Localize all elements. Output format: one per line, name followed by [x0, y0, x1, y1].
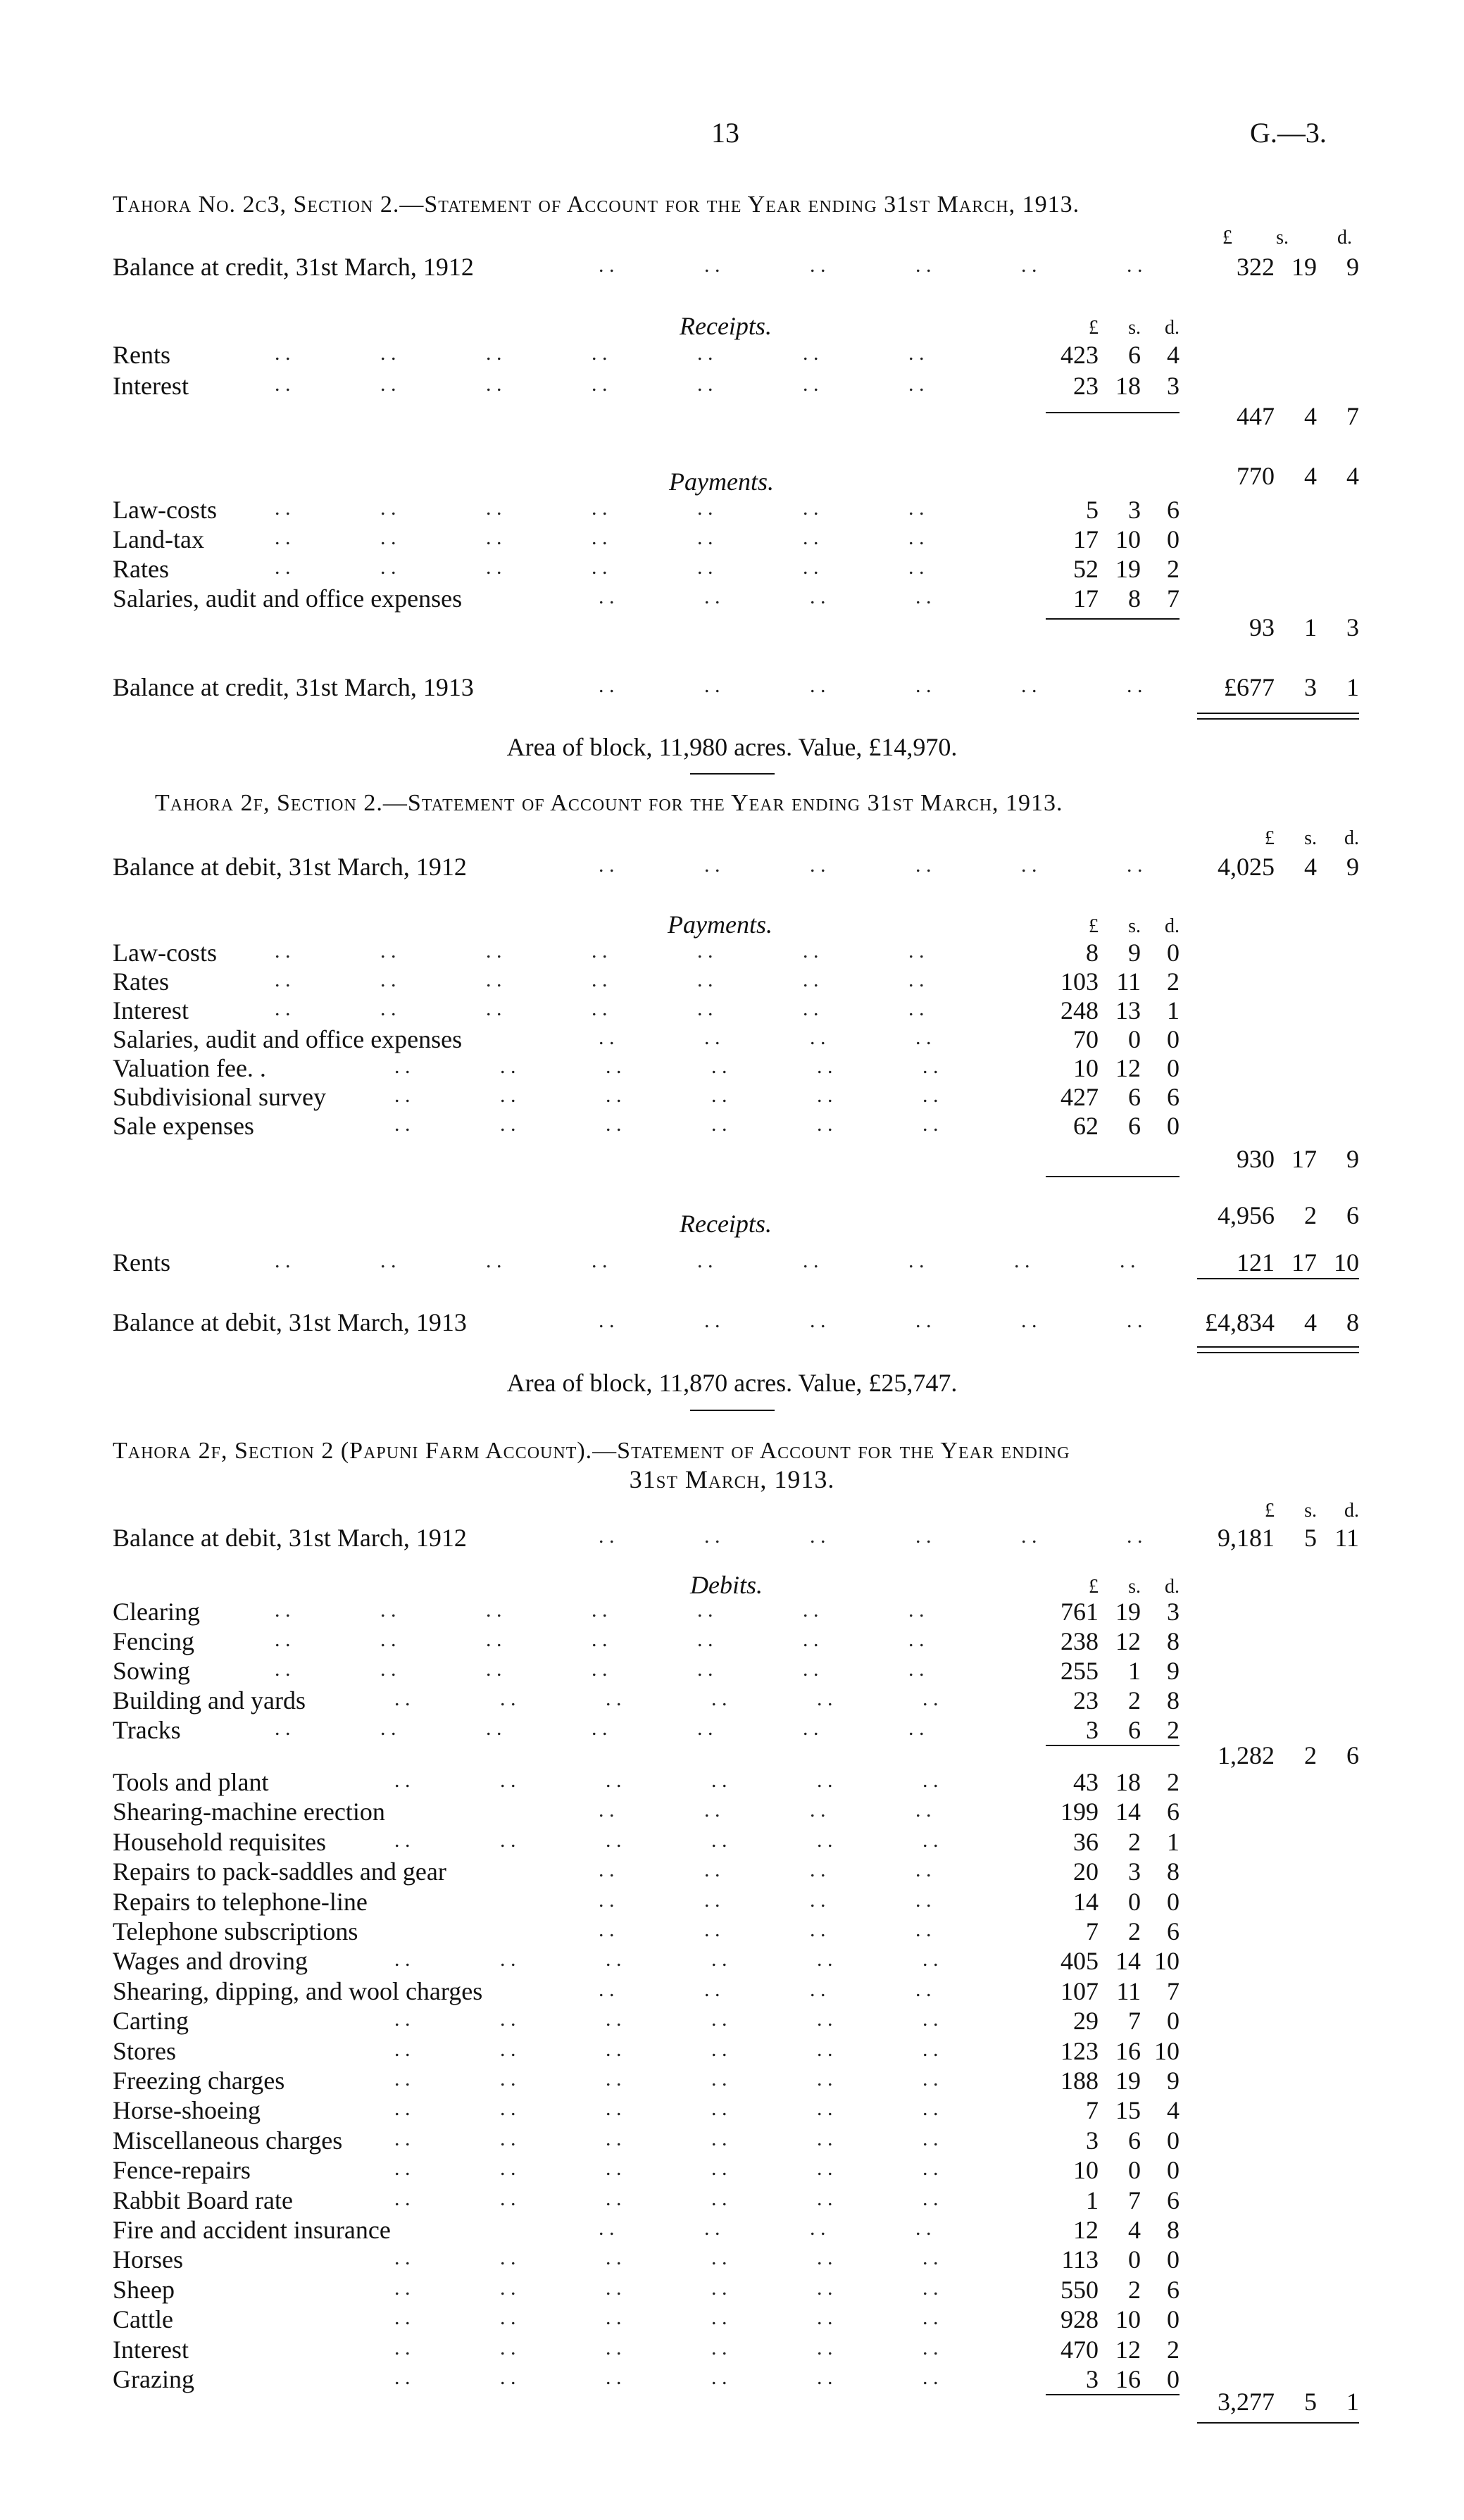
s3-total-rule	[1197, 2422, 1359, 2424]
page-number: 13	[711, 117, 739, 149]
s2-payment-4-pence: 0	[1167, 1054, 1180, 1082]
s3-debit-b16-shillings: 0	[1128, 2245, 1141, 2274]
s2-opening-pence: 9	[1346, 853, 1359, 881]
s3-debit-a2-pence: 9	[1167, 1657, 1180, 1685]
s2-opening-label: Balance at debit, 31st March, 1912	[113, 853, 467, 881]
s3-outer-head-s: s.	[1304, 1500, 1317, 1522]
s1-opening-label: Balance at credit, 31st March, 1912	[113, 253, 474, 281]
s3-debit-a1-pence: 8	[1167, 1627, 1180, 1655]
s3-inner-head-d: d.	[1165, 1576, 1180, 1598]
s2-opening-shillings: 4	[1304, 853, 1317, 881]
s1-payment-1-pence: 0	[1167, 525, 1180, 553]
s3-debit-b5-label: Telephone subscriptions	[113, 1917, 358, 1945]
s3-debit-b12-pounds: 3	[1086, 2126, 1099, 2155]
s2-payment-1-pounds: 103	[1061, 967, 1099, 996]
s3-group1-total-pence: 6	[1346, 1741, 1359, 1769]
s2-receipt-rents-label: Rents	[113, 1248, 171, 1277]
s2-payments-heading: Payments.	[668, 910, 772, 939]
s3-debit-b8-label: Carting	[113, 2007, 189, 2035]
s2-subtotal-pence: 6	[1346, 1201, 1359, 1229]
s1-payment-0-pence: 6	[1167, 496, 1180, 524]
s1-subtotal-pence: 4	[1346, 462, 1359, 490]
s1-area-value: Area of block, 11,980 acres. Value, £14,970.	[506, 733, 958, 761]
s1-receipt-interest-label: Interest	[113, 372, 189, 400]
s3-debit-a0-label: Clearing	[113, 1598, 200, 1626]
s2-payment-2-label: Interest	[113, 996, 189, 1024]
s2-inner-head-s: s.	[1128, 915, 1141, 937]
s3-debit-b4-pence: 0	[1167, 1888, 1180, 1916]
s3-debit-b7-label: Shearing, dipping, and wool charges	[113, 1977, 483, 2005]
s1-separator	[690, 773, 775, 775]
s2-payment-6-shillings: 6	[1128, 1112, 1141, 1140]
s3-debit-b15-pence: 8	[1167, 2216, 1180, 2244]
s1-receipts-rule	[1046, 412, 1180, 413]
s1-payment-2-shillings: 19	[1115, 555, 1141, 583]
s2-opening-pounds: 4,025	[1218, 853, 1275, 881]
s3-group2-total-pounds: 3,277	[1218, 2388, 1275, 2416]
s3-debit-a1-pounds: 238	[1061, 1627, 1099, 1655]
s2-subtotal-shillings: 2	[1304, 1201, 1317, 1229]
s3-debit-b5-pounds: 7	[1086, 1917, 1099, 1945]
s1-payment-0-shillings: 3	[1128, 496, 1141, 524]
s3-debit-b16-label: Horses	[113, 2245, 183, 2274]
s1-receipts-total-pence: 7	[1346, 402, 1359, 430]
s3-debit-b15-label: Fire and accident insurance	[113, 2216, 391, 2244]
s3-debit-b17-pence: 6	[1167, 2276, 1180, 2304]
section-1-title: Tahora No. 2c3, Section 2.—Statement of Account for the Year ending 31st March, 1913.	[113, 192, 1080, 218]
s3-debit-b19-label: Interest	[113, 2336, 189, 2364]
s2-payments-total-shillings: 17	[1291, 1145, 1317, 1173]
s1-payment-0-label: Law-costs	[113, 496, 217, 524]
s3-debit-b1-pounds: 199	[1061, 1798, 1099, 1826]
s2-payment-4-shillings: 12	[1115, 1054, 1141, 1082]
s3-debit-a3-shillings: 2	[1128, 1686, 1141, 1715]
s3-debit-a0-pounds: 761	[1061, 1598, 1099, 1626]
s3-debit-b8-pence: 0	[1167, 2007, 1180, 2035]
s3-debit-a3-pounds: 23	[1073, 1686, 1099, 1715]
s3-debit-b11-shillings: 15	[1115, 2096, 1141, 2124]
s3-debit-b3-shillings: 3	[1128, 1857, 1141, 1886]
s3-debit-b7-pounds: 107	[1061, 1977, 1099, 2005]
s1-subtotal-shillings: 4	[1304, 462, 1317, 490]
s3-debit-b17-pounds: 550	[1061, 2276, 1099, 2304]
s1-payment-3-label: Salaries, audit and office expenses	[113, 584, 463, 613]
s3-debit-b1-pence: 6	[1167, 1798, 1180, 1826]
s1-double-rule-a	[1197, 713, 1359, 714]
s2-payment-6-pence: 0	[1167, 1112, 1180, 1140]
s1-payment-1-pounds: 17	[1073, 525, 1099, 553]
s3-debit-a0-pence: 3	[1167, 1598, 1180, 1626]
s2-payment-1-label: Rates	[113, 967, 169, 996]
s3-debit-b5-pence: 6	[1167, 1917, 1180, 1945]
s3-debit-b11-label: Horse-shoeing	[113, 2096, 261, 2124]
s3-debit-b0-label: Tools and plant	[113, 1768, 269, 1796]
s2-payment-2-shillings: 13	[1115, 996, 1141, 1024]
s3-debit-b4-pounds: 14	[1073, 1888, 1099, 1916]
s1-opening-shillings: 19	[1291, 253, 1317, 281]
s2-payment-0-pounds: 8	[1086, 939, 1099, 967]
s1-opening-pounds: 322	[1237, 253, 1275, 281]
s1-payments-total-pence: 3	[1346, 613, 1359, 641]
s3-debit-b7-shillings: 11	[1116, 1977, 1141, 2005]
s3-debit-b15-shillings: 4	[1128, 2216, 1141, 2244]
s3-opening-pounds: 9,181	[1218, 1524, 1275, 1552]
s3-debit-b10-shillings: 19	[1115, 2067, 1141, 2095]
s1-receipts-heading: Receipts.	[680, 312, 772, 340]
s3-debit-b10-label: Freezing charges	[113, 2067, 285, 2095]
s1-payment-2-label: Rates	[113, 555, 169, 583]
s2-payment-1-shillings: 11	[1116, 967, 1141, 996]
s3-debit-b1-shillings: 14	[1115, 1798, 1141, 1826]
s2-inner-head-l: £	[1089, 915, 1099, 937]
s2-area-value: Area of block, 11,870 acres. Value, £25,747.	[506, 1369, 958, 1397]
s3-debit-b13-label: Fence-repairs	[113, 2156, 251, 2184]
s3-debit-b2-pence: 1	[1167, 1828, 1180, 1856]
s3-debit-b14-shillings: 7	[1128, 2186, 1141, 2214]
s3-debit-b6-shillings: 14	[1115, 1947, 1141, 1975]
s3-debit-b19-pounds: 470	[1061, 2336, 1099, 2364]
document-reference: G.—3.	[1250, 117, 1327, 149]
s3-inner-head-s: s.	[1128, 1576, 1141, 1598]
s3-debit-a4-shillings: 6	[1128, 1716, 1141, 1744]
s3-debit-b9-pounds: 123	[1061, 2037, 1099, 2065]
s2-payment-5-pence: 6	[1167, 1083, 1180, 1111]
s3-group2-total-shillings: 5	[1304, 2388, 1317, 2416]
s1-receipt-rents-shillings: 6	[1128, 341, 1141, 369]
s3-opening-shillings: 5	[1304, 1524, 1317, 1552]
s3-debit-b2-shillings: 2	[1128, 1828, 1141, 1856]
s3-debit-b0-shillings: 18	[1115, 1768, 1141, 1796]
s2-receipts-rule	[1197, 1278, 1359, 1279]
s3-debit-b10-pounds: 188	[1061, 2067, 1099, 2095]
s2-payment-2-pounds: 248	[1061, 996, 1099, 1024]
s3-debit-b1-label: Shearing-machine erection	[113, 1798, 385, 1826]
s3-debit-b16-pence: 0	[1167, 2245, 1180, 2274]
s2-payment-4-label: Valuation fee. .	[113, 1054, 266, 1082]
s3-debit-b12-label: Miscellaneous charges	[113, 2126, 343, 2155]
s2-payment-4-pounds: 10	[1073, 1054, 1099, 1082]
s2-payment-2-pence: 1	[1167, 996, 1180, 1024]
s3-debit-b16-pounds: 113	[1061, 2245, 1099, 2274]
s2-receipt-rents-pounds: 121	[1237, 1248, 1275, 1277]
s1-head-pounds: £	[1222, 227, 1232, 249]
s2-payment-6-pounds: 62	[1073, 1112, 1099, 1140]
s3-group2-total-pence: 1	[1346, 2388, 1359, 2416]
s3-debit-b5-shillings: 2	[1128, 1917, 1141, 1945]
s3-debits-heading: Debits.	[690, 1571, 763, 1599]
s3-group1-total-pounds: 1,282	[1218, 1741, 1275, 1769]
s1-closing-pence: 1	[1346, 673, 1359, 701]
s2-payments-total-pounds: 930	[1237, 1145, 1275, 1173]
s3-debit-b20-pence: 0	[1167, 2365, 1180, 2393]
s3-opening-pence: 11	[1334, 1524, 1359, 1552]
s2-payment-5-label: Subdivisional survey	[113, 1083, 326, 1111]
s2-payment-6-label: Sale expenses	[113, 1112, 254, 1140]
s3-group1-rule	[1046, 1745, 1180, 1746]
s1-receipts-total-shillings: 4	[1304, 402, 1317, 430]
s1-payment-1-label: Land-tax	[113, 525, 204, 553]
s1-closing-shillings: 3	[1304, 673, 1317, 701]
s3-debit-a3-label: Building and yards	[113, 1686, 306, 1715]
s3-debit-b18-pence: 0	[1167, 2305, 1180, 2333]
s3-debit-b19-pence: 2	[1167, 2336, 1180, 2364]
s3-debit-b11-pence: 4	[1167, 2096, 1180, 2124]
s1-inner-head-l: £	[1089, 317, 1099, 339]
s1-closing-label: Balance at credit, 31st March, 1913	[113, 673, 474, 701]
s3-debit-b18-pounds: 928	[1061, 2305, 1099, 2333]
s3-debit-b9-label: Stores	[113, 2037, 176, 2065]
s3-debit-b20-shillings: 16	[1115, 2365, 1141, 2393]
s1-double-rule-b	[1197, 718, 1359, 720]
s3-debit-a2-label: Sowing	[113, 1657, 191, 1685]
s1-opening-pence: 9	[1346, 253, 1359, 281]
s3-debit-b3-pence: 8	[1167, 1857, 1180, 1886]
s1-payment-3-shillings: 8	[1128, 584, 1141, 613]
s3-debit-a2-pounds: 255	[1061, 1657, 1099, 1685]
s2-outer-head-l: £	[1265, 827, 1275, 849]
s3-debit-b6-pounds: 405	[1061, 1947, 1099, 1975]
s3-outer-head-l: £	[1265, 1500, 1275, 1522]
s1-receipts-total-pounds: 447	[1237, 402, 1275, 430]
s2-closing-shillings: 4	[1304, 1308, 1317, 1336]
s3-debit-b4-label: Repairs to telephone-line	[113, 1888, 368, 1916]
section-2-title: Tahora 2f, Section 2.—Statement of Account for the Year ending 31st March, 1913.	[155, 790, 1063, 816]
s3-debit-a2-shillings: 1	[1128, 1657, 1141, 1685]
s2-payment-1-pence: 2	[1167, 967, 1180, 996]
s2-payment-0-pence: 0	[1167, 939, 1180, 967]
s3-debit-b2-label: Household requisites	[113, 1828, 326, 1856]
s1-inner-head-d: d.	[1165, 317, 1180, 339]
s1-receipt-interest-shillings: 18	[1115, 372, 1141, 400]
s3-debit-a4-pence: 2	[1167, 1716, 1180, 1744]
s3-debit-b14-label: Rabbit Board rate	[113, 2186, 293, 2214]
s2-payments-total-pence: 9	[1346, 1145, 1359, 1173]
s3-debit-b18-shillings: 10	[1115, 2305, 1141, 2333]
s2-payment-5-shillings: 6	[1128, 1083, 1141, 1111]
s3-debit-b19-shillings: 12	[1115, 2336, 1141, 2364]
s3-debit-a1-label: Fencing	[113, 1627, 194, 1655]
s3-inner-head-l: £	[1089, 1576, 1099, 1598]
s1-payments-total-shillings: 1	[1304, 613, 1317, 641]
s2-double-rule-a	[1197, 1346, 1359, 1348]
s3-debit-a4-pounds: 3	[1086, 1716, 1099, 1744]
s2-payment-5-pounds: 427	[1061, 1083, 1099, 1111]
s3-debit-a1-shillings: 12	[1115, 1627, 1141, 1655]
s3-debit-b20-pounds: 3	[1086, 2365, 1099, 2393]
s3-debit-b8-pounds: 29	[1073, 2007, 1099, 2035]
s3-debit-b4-shillings: 0	[1128, 1888, 1141, 1916]
s3-debit-b10-pence: 9	[1167, 2067, 1180, 2095]
s3-debit-b13-shillings: 0	[1128, 2156, 1141, 2184]
s2-payments-rule	[1046, 1176, 1180, 1177]
s2-outer-head-s: s.	[1304, 827, 1317, 849]
s3-debit-b7-pence: 7	[1167, 1977, 1180, 2005]
s3-debit-b15-pounds: 12	[1073, 2216, 1099, 2244]
s3-debit-b8-shillings: 7	[1128, 2007, 1141, 2035]
s3-debit-b14-pence: 6	[1167, 2186, 1180, 2214]
s3-group2-rule	[1046, 2394, 1180, 2395]
s1-head-shillings: s.	[1276, 227, 1289, 249]
s3-debit-b2-pounds: 36	[1073, 1828, 1099, 1856]
s1-payments-total-pounds: 93	[1249, 613, 1275, 641]
s3-debit-b20-label: Grazing	[113, 2365, 194, 2393]
s1-payment-3-pence: 7	[1167, 584, 1180, 613]
s2-payment-3-label: Salaries, audit and office expenses	[113, 1025, 463, 1053]
s2-receipt-rents-shillings: 17	[1291, 1248, 1317, 1277]
s3-outer-head-d: d.	[1344, 1500, 1359, 1522]
s2-inner-head-d: d.	[1165, 915, 1180, 937]
s3-debit-b14-pounds: 1	[1086, 2186, 1099, 2214]
s3-debit-b6-pence: 10	[1154, 1947, 1180, 1975]
s1-receipt-rents-pounds: 423	[1061, 341, 1099, 369]
s2-receipts-heading: Receipts.	[680, 1210, 772, 1238]
s1-payment-0-pounds: 5	[1086, 496, 1099, 524]
s3-debit-b13-pounds: 10	[1073, 2156, 1099, 2184]
s2-payment-3-pence: 0	[1167, 1025, 1180, 1053]
s1-payment-3-pounds: 17	[1073, 584, 1099, 613]
s3-debit-b17-label: Sheep	[113, 2276, 175, 2304]
s3-debit-a4-label: Tracks	[113, 1716, 181, 1744]
section-3-title-line2: 31st March, 1913.	[629, 1465, 835, 1493]
s1-payment-2-pounds: 52	[1073, 555, 1099, 583]
s3-debit-b11-pounds: 7	[1086, 2096, 1099, 2124]
s1-closing-pounds: £677	[1224, 673, 1275, 701]
s3-debit-b6-label: Wages and droving	[113, 1947, 308, 1975]
s2-payment-3-shillings: 0	[1128, 1025, 1141, 1053]
s3-debit-b12-shillings: 6	[1128, 2126, 1141, 2155]
s3-debit-b3-pounds: 20	[1073, 1857, 1099, 1886]
s2-payment-0-label: Law-costs	[113, 939, 217, 967]
s3-debit-b13-pence: 0	[1167, 2156, 1180, 2184]
s3-debit-a3-pence: 8	[1167, 1686, 1180, 1715]
s3-debit-b0-pounds: 43	[1073, 1768, 1099, 1796]
s1-payment-1-shillings: 10	[1115, 525, 1141, 553]
s3-debit-a0-shillings: 19	[1115, 1598, 1141, 1626]
s2-closing-pounds: £4,834	[1205, 1308, 1275, 1336]
s1-receipt-interest-pounds: 23	[1073, 372, 1099, 400]
s2-subtotal-pounds: 4,956	[1218, 1201, 1275, 1229]
s3-debit-b3-label: Repairs to pack-saddles and gear	[113, 1857, 446, 1886]
s2-payment-3-pounds: 70	[1073, 1025, 1099, 1053]
s1-subtotal-pounds: 770	[1237, 462, 1275, 490]
s2-separator	[690, 1410, 775, 1411]
s3-debit-b9-shillings: 16	[1115, 2037, 1141, 2065]
s1-payment-2-pence: 2	[1167, 555, 1180, 583]
s1-receipt-interest-pence: 3	[1167, 372, 1180, 400]
s3-group1-total-shillings: 2	[1304, 1741, 1317, 1769]
s1-receipt-rents-pence: 4	[1167, 341, 1180, 369]
s1-receipt-rents-label: Rents	[113, 341, 171, 369]
s3-debit-b12-pence: 0	[1167, 2126, 1180, 2155]
s2-receipt-rents-pence: 10	[1334, 1248, 1359, 1277]
s2-double-rule-b	[1197, 1352, 1359, 1353]
s3-debit-b18-label: Cattle	[113, 2305, 173, 2333]
s1-payments-heading: Payments.	[669, 468, 774, 496]
s2-payment-0-shillings: 9	[1128, 939, 1141, 967]
s3-opening-label: Balance at debit, 31st March, 1912	[113, 1524, 467, 1552]
s3-debit-b17-shillings: 2	[1128, 2276, 1141, 2304]
s2-outer-head-d: d.	[1344, 827, 1359, 849]
s1-inner-head-s: s.	[1128, 317, 1141, 339]
section-3-title-line1: Tahora 2f, Section 2 (Papuni Farm Account).—Statement of Account for the Year ending	[113, 1438, 1070, 1464]
s2-closing-label: Balance at debit, 31st March, 1913	[113, 1308, 467, 1336]
s1-payments-rule	[1046, 618, 1180, 620]
s3-debit-b9-pence: 10	[1154, 2037, 1180, 2065]
s2-closing-pence: 8	[1346, 1308, 1359, 1336]
s3-debit-b0-pence: 2	[1167, 1768, 1180, 1796]
s1-head-pence: d.	[1337, 227, 1352, 249]
